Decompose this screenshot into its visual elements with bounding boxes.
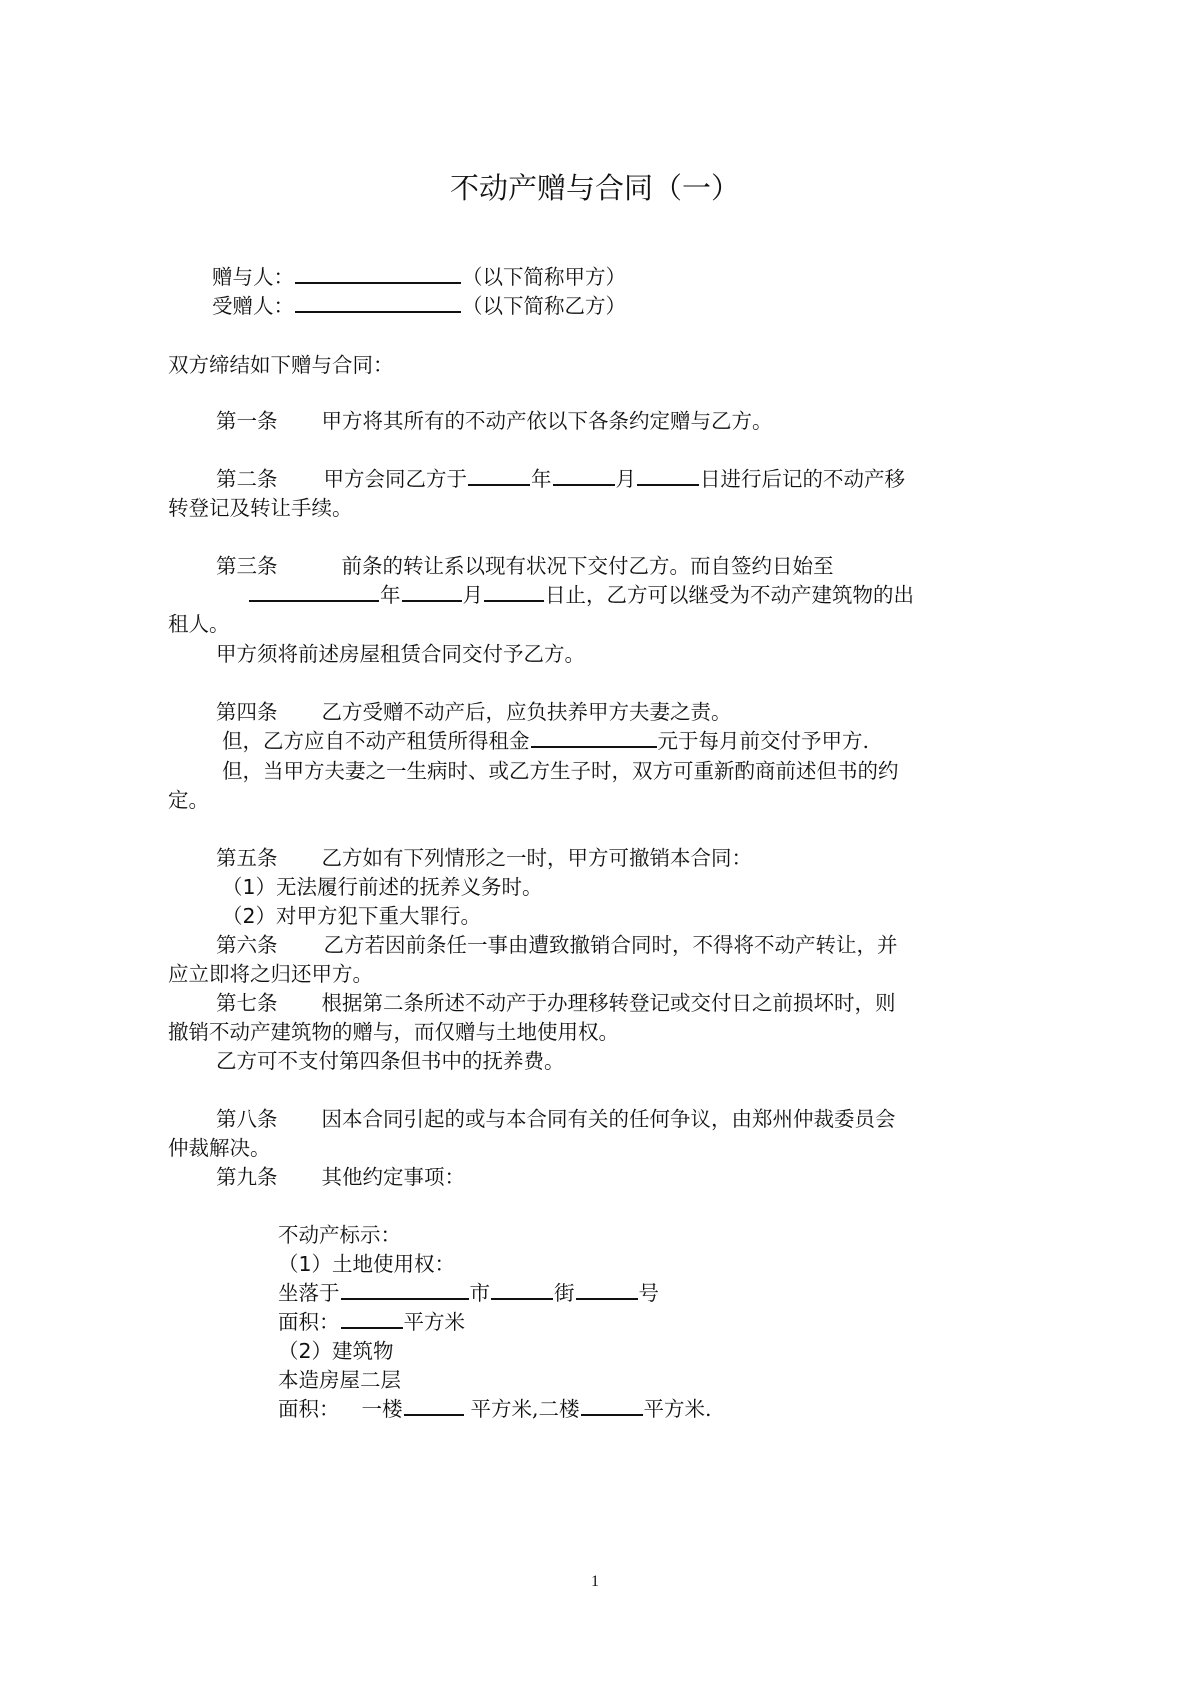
- area-label: 面积：: [278, 1397, 340, 1421]
- article-9-heading: 第九条: [216, 1165, 278, 1189]
- document-title: 不动产赠与合同（一）: [449, 171, 740, 205]
- street-blank: [491, 1278, 553, 1300]
- donee-line: [212, 291, 626, 321]
- article-7-heading: 第七条: [216, 991, 278, 1015]
- donee-suffix: （以下简称乙方）: [462, 294, 626, 318]
- article-3-line-4: 甲方须将前述房屋租赁合同交付予乙方。: [216, 642, 585, 666]
- month-blank: [553, 464, 615, 486]
- land-area-blank: [341, 1307, 403, 1329]
- article-4-text: 乙方受赠不动产后，应负扶养甲方夫妻之责。: [321, 700, 732, 724]
- end-month-blank: [402, 580, 462, 602]
- area-unit: 平方米: [403, 1310, 465, 1334]
- year-blank: [468, 464, 530, 486]
- article-2-text-b: 日进行后记的不动产移: [700, 467, 905, 491]
- article-3-line-2: [248, 580, 914, 610]
- floor-2-area-blank: [581, 1394, 643, 1416]
- article-1-heading: 第一条: [216, 409, 278, 433]
- article-3-text-b: 日止，乙方可以继受为不动产建筑物的出: [545, 583, 914, 607]
- article-4: [216, 697, 732, 727]
- donor-label: 赠与人：: [212, 265, 294, 289]
- building-label: 建筑物: [332, 1339, 394, 1363]
- article-5-text: 乙方如有下列情形之一时，甲方可撤销本合同：: [321, 846, 752, 870]
- street-label: 街: [554, 1281, 575, 1305]
- article-5-item-1: [222, 872, 543, 902]
- land-use-right-heading: [278, 1249, 455, 1279]
- article-1-text: 甲方将其所有的不动产依以下各条约定赠与乙方。: [321, 409, 773, 433]
- article-6-text: 乙方若因前条任一事由遭致撤销合同时，不得将不动产转让，并: [323, 933, 898, 957]
- floor-1-area-blank: [404, 1394, 464, 1416]
- article-8-line-2: 仲裁解决。: [168, 1136, 271, 1160]
- donor-name-blank: [295, 262, 461, 284]
- article-4-line-4: 定。: [168, 788, 209, 812]
- article-3-text-a: 前条的转让系以现有状况下交付乙方。而自签约日始至: [341, 554, 834, 578]
- article-4-line-3: 但，当甲方夫妻之一生病时、或乙方生子时，双方可重新酌商前述但书的约: [222, 759, 899, 783]
- article-6-heading: 第六条: [216, 933, 278, 957]
- page-number: 1: [591, 1573, 599, 1590]
- end-day-blank: [484, 580, 544, 602]
- donee-label: 受赠人：: [212, 294, 294, 318]
- donor-line: [212, 262, 626, 292]
- article-8: [216, 1104, 896, 1134]
- article-5: [216, 843, 752, 873]
- floor-1-label: 一楼: [361, 1397, 403, 1421]
- article-6-line-2: 应立即将之归还甲方。: [168, 962, 373, 986]
- article-2-line-2: 转登记及转让手续。: [168, 496, 353, 520]
- location-label: 坐落于: [278, 1281, 340, 1305]
- city-blank: [341, 1278, 469, 1300]
- article-1: [216, 406, 773, 436]
- article-4-heading: 第四条: [216, 700, 278, 724]
- item-text: 无法履行前述的抚养义务时。: [276, 875, 543, 899]
- floor-1-unit: 平方米,二楼: [470, 1397, 580, 1421]
- article-2-text-a: 甲方会同乙方于: [323, 467, 467, 491]
- article-2-heading: 第二条: [216, 467, 278, 491]
- end-year-blank: [249, 580, 379, 602]
- number-blank: [576, 1278, 638, 1300]
- item-number: （2）: [222, 904, 277, 928]
- property-heading: 不动产标示：: [278, 1223, 401, 1247]
- building-area-line: [278, 1394, 712, 1424]
- month-label: 月: [462, 583, 483, 607]
- article-7: [216, 988, 896, 1018]
- article-9: [216, 1162, 465, 1192]
- article-8-text: 因本合同引起的或与本合同有关的任何争议，由郑州仲裁委员会: [321, 1107, 896, 1131]
- item-number: （1）: [222, 875, 277, 899]
- number-label: 号: [638, 1281, 659, 1305]
- year-label: 年: [380, 583, 401, 607]
- article-4-text-a: 但，乙方应自不动产租赁所得租金: [222, 729, 530, 753]
- city-label: 市: [469, 1281, 490, 1305]
- article-3-heading: 第三条: [216, 554, 278, 578]
- rent-amount-blank: [531, 726, 657, 748]
- month-label: 月: [615, 467, 636, 491]
- article-3-line-3: 租人。: [168, 612, 230, 636]
- area-label: 面积：: [278, 1310, 340, 1334]
- building-heading: [278, 1336, 394, 1366]
- item-number: （1）: [278, 1252, 333, 1276]
- article-9-text: 其他约定事项：: [321, 1165, 465, 1189]
- article-2: [216, 464, 905, 494]
- floor-2-unit: 平方米.: [643, 1397, 712, 1421]
- item-number: （2）: [278, 1339, 333, 1363]
- land-area-line: [278, 1307, 465, 1337]
- article-7-text: 根据第二条所述不动产于办理移转登记或交付日之前损坏时，则: [321, 991, 896, 1015]
- day-blank: [637, 464, 699, 486]
- article-7-line-2: 撤销不动产建筑物的赠与，而仅赠与土地使用权。: [168, 1020, 619, 1044]
- article-7-line-3: 乙方可不支付第四条但书中的抚养费。: [216, 1049, 565, 1073]
- article-5-heading: 第五条: [216, 846, 278, 870]
- article-6: [216, 930, 898, 960]
- article-4-text-b: 元于每月前交付予甲方.: [657, 729, 870, 753]
- donor-suffix: （以下简称甲方）: [462, 265, 626, 289]
- article-5-item-2: [222, 901, 481, 931]
- item-text: 对甲方犯下重大罪行。: [276, 904, 482, 928]
- year-label: 年: [531, 467, 552, 491]
- land-label: 土地使用权：: [332, 1252, 456, 1276]
- donee-name-blank: [295, 291, 461, 313]
- intro-text: 双方缔结如下赠与合同：: [168, 353, 394, 377]
- article-8-heading: 第八条: [216, 1107, 278, 1131]
- article-3: [216, 551, 834, 581]
- land-location-line: [278, 1278, 659, 1308]
- building-description: 本造房屋二层: [278, 1368, 401, 1392]
- article-4-line-2: [222, 726, 869, 756]
